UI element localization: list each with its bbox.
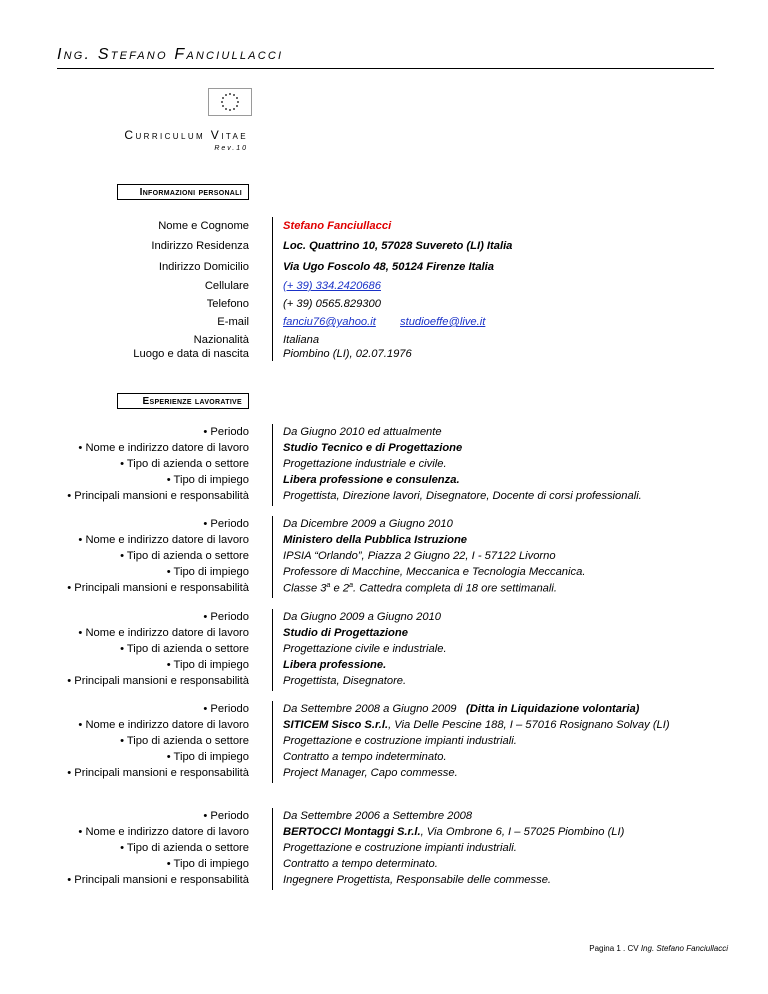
entry-1-periodo: Da Giugno 2010 ed attualmente (283, 426, 442, 438)
entry-1-label-datore: • Nome e indirizzo datore di lavoro (78, 442, 249, 454)
entry-4-label-datore: • Nome e indirizzo datore di lavoro (78, 719, 249, 731)
entry-4-settore: Progettazione e costruzione impianti industriali. (283, 735, 517, 747)
entry-3-label-mansioni: • Principali mansioni e responsabilità (67, 675, 249, 687)
entry-1-label-settore: • Tipo di azienda o settore (120, 458, 249, 470)
entry-3-label-datore: • Nome e indirizzo datore di lavoro (78, 627, 249, 639)
entry-5-label-periodo: • Periodo (203, 810, 249, 822)
entry-1-settore: Progettazione industriale e civile. (283, 458, 447, 470)
email-link-yahoo[interactable]: fanciu76@yahoo.it (283, 316, 376, 328)
entry-3-settore: Progettazione civile e industriale. (283, 643, 447, 655)
entry-5-label-mansioni: • Principali mansioni e responsabilità (67, 874, 249, 886)
entry-2-settore: IPSIA “Orlando”, Piazza 2 Giugno 22, I - 57122 Livorno (283, 550, 556, 562)
entry-1-label-impiego: • Tipo di impiego (166, 474, 249, 486)
entry-2-mansioni: Classe 3$^a$ e 2$^a$. Cattedra completa di 18 ore settimanali. (283, 582, 557, 595)
label-cellulare: Cellulare (204, 280, 249, 292)
entry-2-periodo: Da Dicembre 2009 a Giugno 2010 (283, 518, 453, 530)
entry-4-label-impiego: • Tipo di impiego (166, 751, 249, 763)
entry-5-mansioni: Ingegnere Progettista, Responsabile delle commesse. (283, 874, 552, 886)
entry-2-label-mansioni: • Principali mansioni e responsabilità (67, 582, 249, 594)
cv-title: Curriculum Vitae (124, 128, 248, 142)
value-cellulare-link[interactable]: (+ 39) 334.2420686 (283, 280, 381, 292)
entry-2-label-impiego: • Tipo di impiego (166, 566, 249, 578)
entry-3-label-impiego: • Tipo di impiego (166, 659, 249, 671)
personal-vertical-rule (272, 217, 273, 361)
entry-1-mansioni: Progettista, Direzione lavori, Disegnatore, Docente di corsi professionali. (283, 490, 642, 502)
label-email: E-mail (217, 316, 249, 328)
entry-4-periodo-note: (Ditta in Liquidazione volontaria) (466, 703, 640, 715)
eu-flag-icon (208, 88, 252, 116)
label-domicilio: Indirizzo Domicilio (158, 261, 249, 273)
label-nome: Nome e Cognome (158, 220, 249, 232)
entry-1-vertical-rule (272, 424, 273, 506)
header-rule (57, 68, 714, 69)
entry-1-impiego: Libera professione e consulenza. (283, 474, 460, 486)
entry-4-label-periodo: • Periodo (203, 703, 249, 715)
entry-3-datore: Studio di Progettazione (283, 627, 408, 639)
entry-2-impiego: Professore di Macchine, Meccanica e Tecnologia Meccanica. (283, 566, 586, 578)
entry-4-impiego: Contratto a tempo indeterminato. (283, 751, 447, 763)
entry-5-label-impiego: • Tipo di impiego (166, 858, 249, 870)
entry-4-label-mansioni: • Principali mansioni e responsabilità (67, 767, 249, 779)
entry-1-datore: Studio Tecnico e di Progettazione (283, 442, 463, 454)
entry-3-vertical-rule (272, 609, 273, 691)
entry-5-vertical-rule (272, 808, 273, 890)
entry-2-label-settore: • Tipo di azienda o settore (120, 550, 249, 562)
entry-2-label-datore: • Nome e indirizzo datore di lavoro (78, 534, 249, 546)
entry-2-datore: Ministero della Pubblica Istruzione (283, 534, 468, 546)
entry-4-periodo: Da Settembre 2008 a Giugno 2009 (283, 703, 457, 715)
label-residenza: Indirizzo Residenza (151, 240, 249, 252)
value-nazionalita: Italiana (283, 334, 320, 346)
entry-4-datore: SITICEM Sisco S.r.l., Via Delle Pescine 188, I – 57016 Rosignano Solvay (LI) (283, 719, 670, 731)
value-residenza: Loc. Quattrino 10, 57028 Suvereto (LI) Italia (283, 240, 513, 252)
label-nascita: Luogo e data di nascita (133, 348, 249, 360)
entry-3-label-settore: • Tipo di azienda o settore (120, 643, 249, 655)
entry-5-label-settore: • Tipo di azienda o settore (120, 842, 249, 854)
revision-label: Rev.10 (214, 145, 248, 152)
entry-5-impiego: Contratto a tempo determinato. (283, 858, 438, 870)
entry-5-periodo: Da Settembre 2006 a Settembre 2008 (283, 810, 473, 822)
entry-3-mansioni: Progettista, Disegnatore. (283, 675, 407, 687)
entry-4-vertical-rule (272, 701, 273, 783)
entry-3-label-periodo: • Periodo (203, 611, 249, 623)
entry-4-label-settore: • Tipo di azienda o settore (120, 735, 249, 747)
entry-1-label-mansioni: • Principali mansioni e responsabilità (67, 490, 249, 502)
entry-4-mansioni: Project Manager, Capo commesse. (283, 767, 458, 779)
entry-3-periodo: Da Giugno 2009 a Giugno 2010 (283, 611, 441, 623)
section-personal-title: Informazioni personali (117, 184, 249, 200)
entry-1-label-periodo: • Periodo (203, 426, 249, 438)
page-footer: Pagina 1 . CV Ing. Stefano Fanciullacci (589, 944, 728, 953)
label-nazionalita: Nazionalità (193, 334, 249, 346)
entry-2-vertical-rule (272, 516, 273, 598)
value-domicilio: Via Ugo Foscolo 48, 50124 Firenze Italia (283, 261, 494, 273)
value-nome: Stefano Fanciullacci (283, 220, 392, 232)
section-work-title: Esperienze lavorative (117, 393, 249, 409)
entry-5-settore: Progettazione e costruzione impianti industriali. (283, 842, 517, 854)
entry-2-label-periodo: • Periodo (203, 518, 249, 530)
document-title: Ing. Stefano Fanciullacci (57, 46, 284, 63)
entry-5-datore: BERTOCCI Montaggi S.r.l., Via Ombrone 6, I – 57025 Piombino (LI) (283, 826, 625, 838)
entry-5-label-datore: • Nome e indirizzo datore di lavoro (78, 826, 249, 838)
value-nascita: Piombino (LI), 02.07.1976 (283, 348, 412, 360)
entry-3-impiego: Libera professione. (283, 659, 387, 671)
value-telefono: (+ 39) 0565.829300 (283, 298, 381, 310)
email-link-live[interactable]: studioeffe@live.it (400, 316, 486, 328)
label-telefono: Telefono (206, 298, 249, 310)
